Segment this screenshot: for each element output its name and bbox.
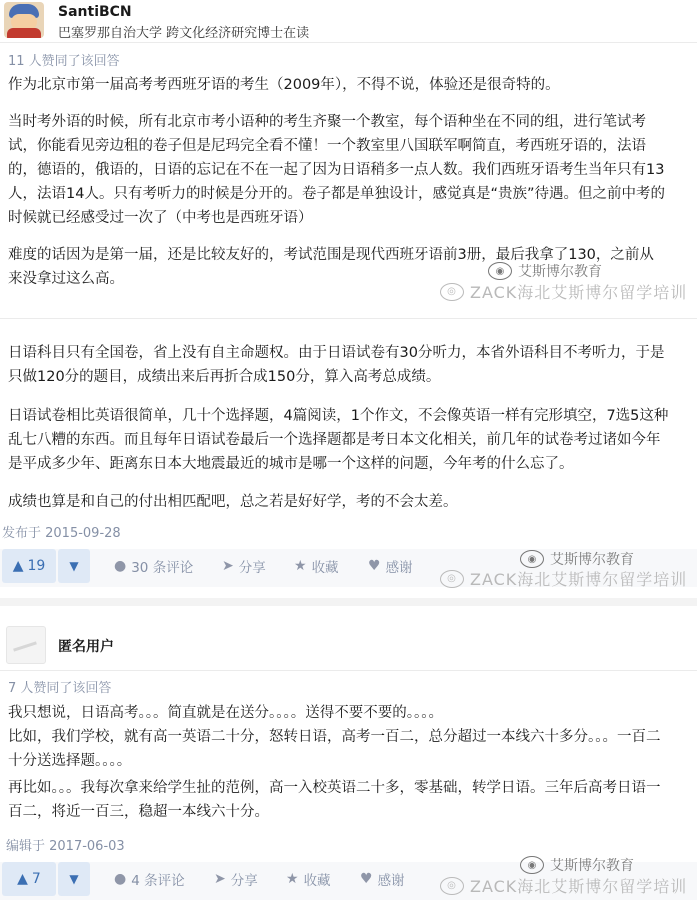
heart-icon: ♥ bbox=[368, 558, 381, 574]
wechat-icon: ◉ bbox=[520, 856, 544, 874]
answer-paragraph: 再比如。。。我每次拿来给学生扯的范例，高一入校英语二十多，零基础，转学日语。三年后高考日语一百二，将近一百三，稳超一本线六十分。 bbox=[8, 780, 661, 820]
wechat-icon: ◉ bbox=[520, 550, 544, 568]
comment-bubble-icon: ● bbox=[114, 871, 127, 887]
share-plane-icon: ➤ bbox=[214, 871, 226, 887]
comments-button[interactable] bbox=[114, 549, 193, 583]
answer-paragraph: 比如，我们学校，就有高一英语二十分，怒转日语，高考一百二，总分超过一本线六十多分。。。一百二十分送选择题。。。。 bbox=[8, 729, 661, 769]
downvote-button[interactable] bbox=[58, 862, 90, 896]
answer-paragraph: 成绩也算是和自己的付出相匹配吧，总之若是好好学，考的不会太差。 bbox=[8, 494, 458, 510]
vote-summary[interactable]: 11 人赞同了该回答 bbox=[8, 54, 120, 69]
favorite-button[interactable] bbox=[294, 549, 339, 583]
favorite-label: 收藏 bbox=[303, 873, 331, 889]
watermark-brand bbox=[520, 855, 634, 875]
watermark-text: ZACK海北艾斯博尔留学培训 bbox=[470, 877, 688, 896]
share-button[interactable] bbox=[214, 862, 258, 896]
publish-date[interactable]: 发布于 2015-09-28 bbox=[2, 526, 121, 541]
thanks-button[interactable] bbox=[368, 549, 413, 583]
watermark-text: 艾斯博尔教育 bbox=[550, 858, 634, 874]
wechat-icon: ◉ bbox=[488, 262, 512, 280]
author-bio: 巴塞罗那自治大学 跨文化经济研究博士在读 bbox=[58, 26, 310, 41]
thanks-label: 感谢 bbox=[385, 560, 413, 576]
thanks-label: 感谢 bbox=[377, 873, 405, 889]
answer-paragraph: 日语科目只有全国卷，省上没有自主命题权。由于日语试卷有30分听力，本省外语科目不考听力，于是只做120分的题目，成绩出来后再折合成150分，算入高考总成绩。 bbox=[8, 345, 665, 385]
upvote-triangle-icon: ▲ bbox=[12, 558, 24, 574]
downvote-button[interactable] bbox=[58, 549, 90, 583]
upvote-button[interactable] bbox=[2, 549, 56, 583]
upvote-count: 19 bbox=[27, 558, 46, 574]
favorite-label: 收藏 bbox=[311, 560, 339, 576]
divider bbox=[0, 42, 697, 43]
watermark-faded bbox=[440, 874, 687, 897]
watermark-text: ZACK海北艾斯博尔留学培训 bbox=[470, 283, 688, 302]
comments-label: 30 条评论 bbox=[131, 560, 194, 576]
weibo-icon: ◎ bbox=[440, 283, 464, 301]
author-name: 匿名用户 bbox=[58, 639, 114, 655]
edit-date[interactable]: 编辑于 2017-06-03 bbox=[6, 839, 125, 854]
star-icon: ★ bbox=[294, 558, 307, 574]
author-avatar[interactable] bbox=[4, 2, 44, 38]
thanks-button[interactable] bbox=[360, 862, 405, 896]
upvote-button[interactable] bbox=[2, 862, 56, 896]
author-name[interactable]: SantiBCN bbox=[58, 4, 132, 20]
heart-icon: ♥ bbox=[360, 871, 373, 887]
upvote-count: 7 bbox=[31, 871, 41, 887]
answer-paragraph: 日语试卷相比英语很简单，几十个选择题，4篇阅读，1个作文，不会像英语一样有完形填空，7选5这种乱七八糟的东西。而且每年日语试卷最后一个选择题都是考日本文化相关，前几年的试卷考过诸如今年是平成多少年、距离东日本大地震最近的城市是哪一个这样的问题，今年考的什么忘了。 bbox=[8, 408, 669, 472]
watermark-brand bbox=[520, 549, 634, 569]
answer-separator bbox=[0, 598, 697, 606]
answer-paragraph: 我只想说，日语高考。。。简直就是在送分。。。。送得不要不要的。。。。 bbox=[8, 705, 443, 721]
watermark-text: 艾斯博尔教育 bbox=[518, 264, 602, 280]
comments-button[interactable] bbox=[114, 862, 185, 896]
upvote-triangle-icon: ▲ bbox=[17, 871, 28, 887]
downvote-triangle-icon: ▼ bbox=[69, 872, 79, 886]
star-icon: ★ bbox=[286, 871, 299, 887]
watermark-text: ZACK海北艾斯博尔留学培训 bbox=[470, 570, 688, 589]
watermark-brand bbox=[488, 261, 602, 281]
share-label: 分享 bbox=[230, 873, 258, 889]
watermark-faded bbox=[440, 567, 687, 590]
share-label: 分享 bbox=[238, 560, 266, 576]
share-button[interactable] bbox=[222, 549, 266, 583]
watermark-faded bbox=[440, 280, 687, 303]
comments-label: 4 条评论 bbox=[131, 873, 185, 889]
share-plane-icon: ➤ bbox=[222, 558, 234, 574]
answer-paragraph: 作为北京市第一届高考考西班牙语的考生（2009年），不得不说，体验还是很奇特的。 bbox=[8, 77, 560, 93]
watermark-text: 艾斯博尔教育 bbox=[550, 552, 634, 568]
answer-paragraph: 当时考外语的时候，所有北京市考小语种的考生齐聚一个教室，每个语种坐在不同的组，进行笔试考试，你能看见旁边租的卷子但是尼玛完全看不懂！一个教室里八国联军啊简直，考西班牙语的，法语的，德语的，俄语的，日语的忘记在不在一起了因为日语稍多一点人数。我们西班牙语考生当年只有13人，法语14人。只有考听力的时候是分开的。卷子都是单独设计，感觉真是“贵族”待遇。但之前中考的时候就已经感受过一次了（中考也是西班牙语） bbox=[8, 114, 665, 226]
comment-bubble-icon: ● bbox=[114, 558, 127, 574]
vote-summary[interactable]: 7 人赞同了该回答 bbox=[8, 681, 112, 696]
favorite-button[interactable] bbox=[286, 862, 331, 896]
weibo-icon: ◎ bbox=[440, 877, 464, 895]
answer-paragraph: 难度的话因为是第一届，还是比较友好的，考试范围是现代西班牙语前3册，最后我拿了130，之前从来没拿过这么高。 bbox=[8, 247, 654, 287]
weibo-icon: ◎ bbox=[440, 570, 464, 588]
downvote-triangle-icon: ▼ bbox=[69, 559, 79, 573]
anonymous-avatar bbox=[6, 626, 46, 664]
divider bbox=[0, 670, 697, 671]
image-divider bbox=[0, 318, 697, 319]
